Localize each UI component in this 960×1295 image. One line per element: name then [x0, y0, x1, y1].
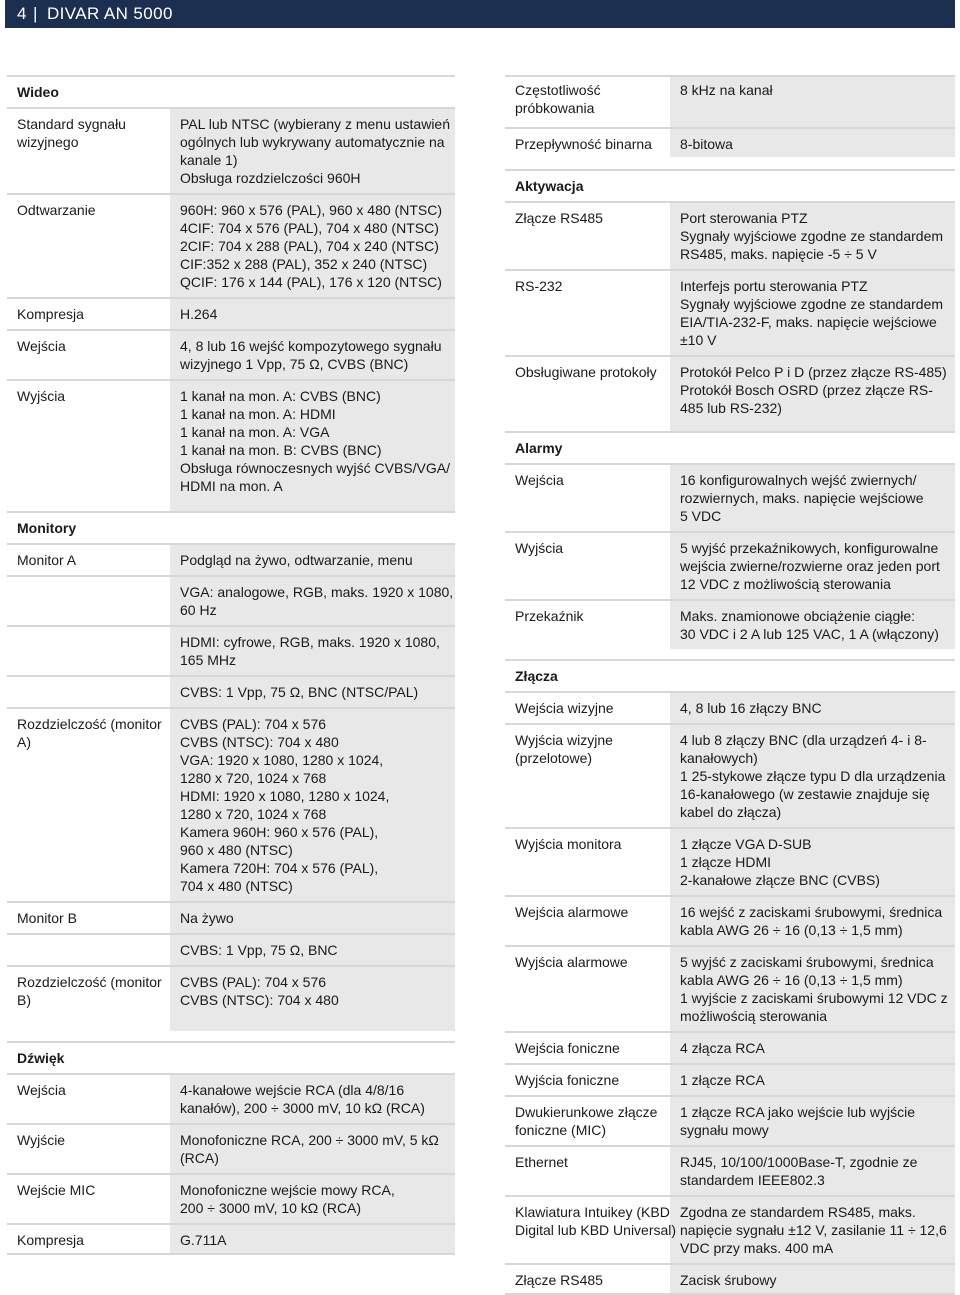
spec-row	[505, 1145, 955, 1195]
spec-label: Kompresja	[17, 1232, 84, 1248]
spec-value: HDMI: cyfrowe, RGB, maks. 1920 x 1080, 165 MHz	[180, 634, 440, 668]
spec-value: 960H: 960 x 576 (PAL), 960 x 480 (NTSC) 4CIF: 704 x 576 (PAL), 704 x 480 (NTSC) 2CIF: 704 x 288 (PAL), 704 x 240 (NTSC) CIF:352 x 288 (PAL), 352 x 240 (NTSC) QCIF: 176 x 144 (PAL), 176 x 120 (NTSC)	[180, 202, 442, 290]
spec-label: Wyjścia	[17, 388, 66, 404]
section-title-monitors: Monitory	[7, 511, 455, 541]
spec-label: Dwukierunkowe złącze foniczne (MIC)	[515, 1104, 658, 1138]
spec-label: Wyjścia alarmowe	[515, 954, 628, 970]
spec-row	[505, 1063, 955, 1095]
spec-label: Wejścia	[17, 1082, 66, 1098]
spec-row	[505, 827, 955, 895]
spec-value: 4, 8 lub 16 wejść kompozytowego sygnału wizyjnego 1 Vpp, 75 Ω, CVBS (BNC)	[180, 338, 442, 372]
spec-row	[505, 945, 955, 1031]
spec-label: Monitor B	[17, 910, 77, 926]
spec-row	[7, 965, 455, 1031]
spec-label: Wyjścia	[515, 540, 564, 556]
spec-row	[7, 1223, 455, 1255]
spec-value: CVBS: 1 Vpp, 75 Ω, BNC	[180, 942, 338, 958]
spec-value: CVBS (PAL): 704 x 576 CVBS (NTSC): 704 x 480	[180, 974, 339, 1008]
spec-label: Wyjście	[17, 1132, 66, 1148]
spec-table-connectors	[505, 691, 955, 1293]
spec-label: Standard sygnału wizyjnego	[17, 116, 126, 150]
spec-label: Wyjścia foniczne	[515, 1072, 620, 1088]
spec-value: Maks. znamionowe obciążenie ciągłe: 30 VDC i 2 A lub 125 VAC, 1 A (włączony)	[680, 608, 939, 642]
spec-row	[505, 355, 955, 431]
spec-row	[7, 675, 455, 707]
spec-value: Podgląd na żywo, odtwarzanie, menu	[180, 552, 413, 568]
spec-row	[7, 193, 455, 297]
spec-label: Wejścia wizyjne	[515, 700, 614, 716]
spec-value: Monofoniczne wejście mowy RCA, 200 ÷ 3000 mV, 10 kΩ (RCA)	[180, 1182, 395, 1216]
spec-row	[7, 297, 455, 329]
spec-label: Wejścia alarmowe	[515, 904, 629, 920]
spec-row	[7, 329, 455, 379]
spec-table-audio-continued	[505, 75, 955, 157]
spec-value: 1 złącze VGA D-SUB 1 złącze HDMI 2-kanałowe złącze BNC (CVBS)	[680, 836, 880, 888]
spec-value: CVBS: 1 Vpp, 75 Ω, BNC (NTSC/PAL)	[180, 684, 419, 700]
spec-value: Na żywo	[180, 910, 234, 926]
header-separator: |	[33, 4, 38, 23]
spec-label: Złącze RS485	[515, 1272, 603, 1288]
spec-label: Wejście MIC	[17, 1182, 96, 1198]
page-number: 4	[17, 4, 27, 23]
spec-value: 16 wejść z zaciskami śrubowymi, średnica kabla AWG 26 ÷ 16 (0,13 ÷ 1,5 mm)	[680, 904, 943, 938]
spec-label: RS-232	[515, 278, 563, 294]
spec-value: CVBS (PAL): 704 x 576 CVBS (NTSC): 704 x 480 VGA: 1920 x 1080, 1280 x 1024, 1280 x 720, 1024 x 768 HDMI: 1920 x 1080, 1280 x 1024, 1280 x 720, 1024 x 768 Kamera 960H: 960 x 576 (PAL), 960 x 480 (NTSC) Kamera 720H: 704 x 576 (PAL), 704 x 480 (NTSC)	[180, 716, 390, 894]
spec-label: Klawiatura Intuikey (KBD Digital lub KBD Universal)	[515, 1204, 677, 1238]
spec-value: H.264	[180, 306, 218, 322]
spec-row	[505, 723, 955, 827]
spec-label: Monitor A	[17, 552, 77, 568]
spec-value: Port sterowania PTZ Sygnały wyjściowe zgodne ze standardem RS485, maks. napięcie -5 ÷ 5 V	[680, 210, 944, 262]
spec-row	[505, 463, 955, 531]
spec-label: Wyjścia monitora	[515, 836, 622, 852]
spec-row	[7, 543, 455, 575]
spec-row	[7, 933, 455, 965]
spec-label: Przepływność binarna	[515, 136, 652, 152]
spec-label: Wejścia	[515, 472, 564, 488]
spec-row	[7, 901, 455, 933]
spec-row	[505, 691, 955, 723]
spec-row	[7, 107, 455, 193]
spec-row	[505, 1195, 955, 1263]
spec-label: Wejścia foniczne	[515, 1040, 620, 1056]
spec-value: 4, 8 lub 16 złączy BNC	[680, 700, 822, 716]
section-title-video: Wideo	[7, 75, 455, 105]
spec-row	[505, 269, 955, 355]
spec-value: 16 konfigurowalnych wejść zwiernych/ rozwiernych, maks. napięcie wejściowe 5 VDC	[680, 472, 924, 524]
spec-label: Ethernet	[515, 1154, 568, 1170]
spec-value: G.711A	[180, 1232, 227, 1248]
spec-value: 5 wyjść przekaźnikowych, konfigurowalne wejścia zwierne/rozwierne oraz jeden port 12 VDC z możliwością sterowania	[680, 540, 940, 592]
spec-table-alarms	[505, 463, 955, 649]
spec-row	[505, 1031, 955, 1063]
section-title-alarms: Alarmy	[505, 431, 955, 461]
spec-value: 1 złącze RCA jako wejście lub wyjście sygnału mowy	[680, 1104, 915, 1138]
spec-row	[7, 575, 455, 625]
spec-label: Odtwarzanie	[17, 202, 96, 218]
spec-label: Rozdzielczość (monitor A)	[17, 716, 162, 750]
spec-value: Monofoniczne RCA, 200 ÷ 3000 mV, 5 kΩ (RCA)	[180, 1132, 439, 1166]
spec-row	[7, 707, 455, 901]
spec-label: Obsługiwane protokoły	[515, 364, 657, 380]
spec-row	[7, 1073, 455, 1123]
spec-label: Częstotliwość próbkowania	[515, 82, 601, 116]
spec-label: Kompresja	[17, 306, 84, 322]
spec-value: Zgodna ze standardem RS485, maks. napięcie sygnału ±12 V, zasilanie 11 ÷ 12,6 VDC przy maks. 400 mA	[680, 1204, 947, 1256]
spec-label: Wejścia	[17, 338, 66, 354]
spec-value: Protokół Pelco P i D (przez złącze RS-485) Protokół Bosch OSRD (przez złącze RS-485 lub RS-232)	[680, 364, 947, 416]
spec-row	[505, 895, 955, 945]
spec-value: 8-bitowa	[680, 136, 733, 152]
spec-value: 4 lub 8 złączy BNC (dla urządzeń 4- i 8- kanałowych) 1 25-stykowe złącze typu D dla urządzenia 16-kanałowego (w zestawie znajduje się kabel do złącza)	[680, 732, 946, 820]
spec-value: VGA: analogowe, RGB, maks. 1920 x 1080, 60 Hz	[180, 584, 454, 618]
spec-table-video	[7, 107, 455, 525]
spec-table-audio	[7, 1073, 455, 1253]
spec-row	[7, 1173, 455, 1223]
section-title-audio: Dźwięk	[7, 1041, 455, 1071]
spec-row	[505, 1263, 955, 1295]
document-title: DIVAR AN 5000	[47, 4, 173, 23]
spec-row	[7, 1123, 455, 1173]
spec-row	[505, 599, 955, 649]
spec-row	[7, 379, 455, 525]
spec-value: 5 wyjść z zaciskami śrubowymi, średnica kabla AWG 26 ÷ 16 (0,13 ÷ 1,5 mm) 1 wyjście z zaciskami śrubowymi 12 VDC z możliwością sterowania	[680, 954, 948, 1024]
spec-label: Rozdzielczość (monitor B)	[17, 974, 162, 1008]
spec-value: 1 kanał na mon. A: CVBS (BNC) 1 kanał na mon. A: HDMI 1 kanał na mon. A: VGA 1 kanał na mon. B: CVBS (BNC) Obsługa równoczesnych wyjść CVBS/VGA/ HDMI na mon. A	[180, 388, 450, 494]
spec-row	[505, 531, 955, 599]
spec-row	[505, 127, 955, 159]
spec-label: Złącze RS485	[515, 210, 603, 226]
spec-value: 8 kHz na kanał	[680, 82, 773, 98]
section-title-activation: Aktywacja	[505, 169, 955, 199]
section-title-connectors: Złącza	[505, 659, 955, 689]
spec-table-activation	[505, 201, 955, 431]
spec-value: Interfejs portu sterowania PTZ Sygnały wyjściowe zgodne ze standardem EIA/TIA-232-F, maks. napięcie wejściowe ±10 V	[680, 278, 944, 348]
spec-label: Przekaźnik	[515, 608, 584, 624]
spec-row	[7, 625, 455, 675]
spec-value: 4-kanałowe wejście RCA (dla 4/8/16 kanałów), 200 ÷ 3000 mV, 10 kΩ (RCA)	[180, 1082, 425, 1116]
spec-row	[505, 1095, 955, 1145]
spec-table-monitors	[7, 543, 455, 1031]
spec-value: 1 złącze RCA	[680, 1072, 765, 1088]
spec-label: Wyjścia wizyjne (przelotowe)	[515, 732, 613, 766]
spec-row	[505, 75, 955, 127]
spec-value: 4 złącza RCA	[680, 1040, 765, 1056]
spec-value: Zacisk śrubowy	[680, 1272, 777, 1288]
page-header	[5, 0, 955, 28]
spec-row	[505, 201, 955, 269]
spec-value: RJ45, 10/100/1000Base-T, zgodnie ze standardem IEEE802.3	[680, 1154, 918, 1188]
spec-value: PAL lub NTSC (wybierany z menu ustawień ogólnych lub wykrywany automatycznie na kanale 1) Obsługa rozdzielczości 960H	[180, 116, 450, 186]
